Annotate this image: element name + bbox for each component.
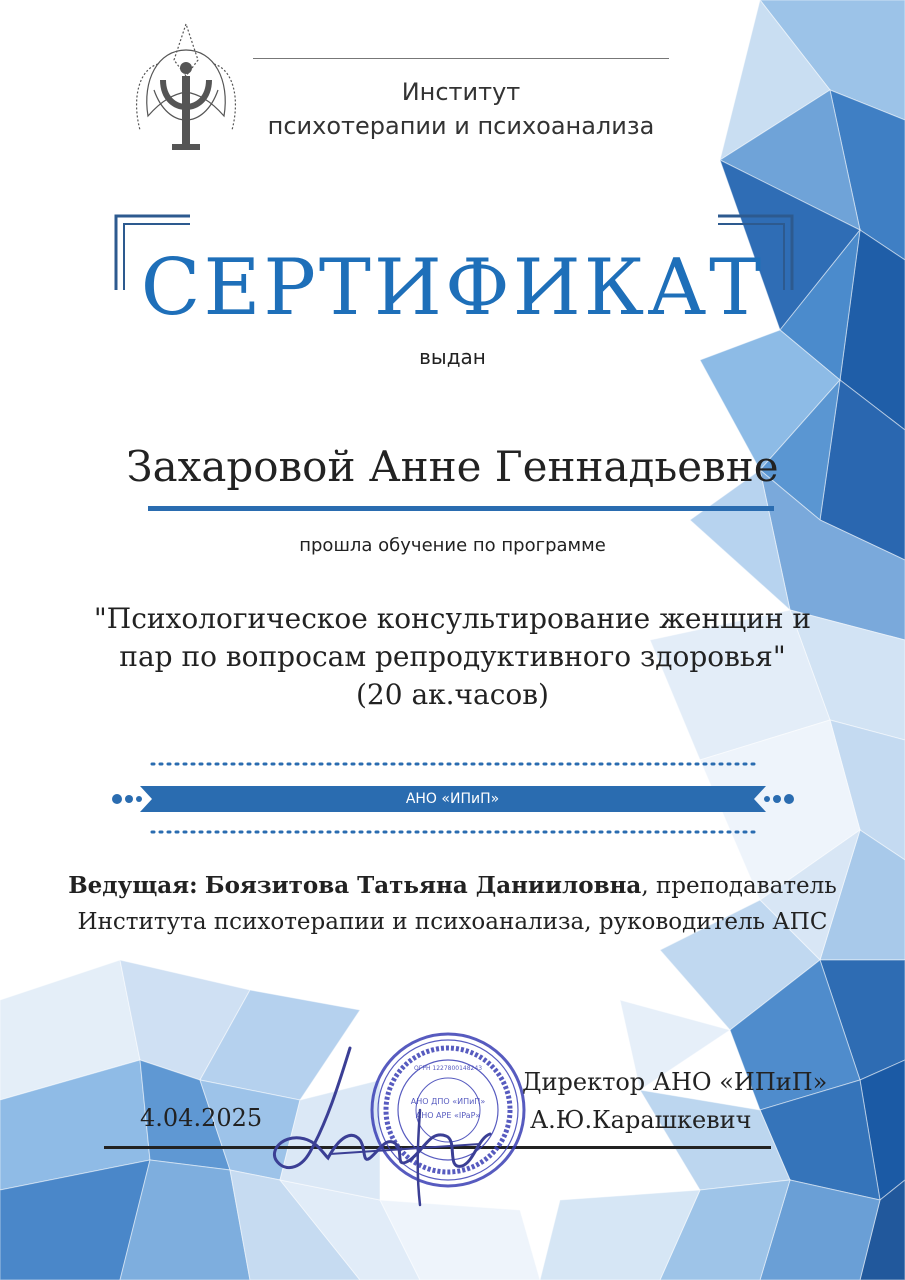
- recipient-underline: [148, 506, 774, 511]
- certificate-title: СЕРТИФИКАТ: [140, 243, 765, 333]
- handwritten-signature-icon: [270, 1040, 510, 1210]
- program-title: [40, 600, 865, 714]
- lecturer-block: [20, 868, 885, 940]
- stamp-ogrn: ОГРН 1227800148243: [413, 1065, 483, 1072]
- stamp-text: АНО APE «IPaP»: [415, 1111, 481, 1120]
- program-line: пар по вопросам репродуктивного здоровья": [119, 640, 786, 673]
- program-line: "Психологическое консультирование женщин и: [93, 602, 812, 635]
- lecturer-name: Боязитова Татьяна Данииловна: [204, 872, 642, 899]
- director-name: А.Ю.Карашкевич: [530, 1106, 752, 1134]
- director-title: Директор АНО «ИПиП»: [522, 1068, 828, 1096]
- psi-lotus-logo-icon: [128, 20, 244, 158]
- institute-name-line1: Институт: [401, 78, 521, 106]
- issue-date: 4.04.2025: [140, 1104, 263, 1132]
- header-rule: [253, 58, 669, 59]
- stamp-text: АНО ДПО «ИПиП»: [410, 1097, 486, 1106]
- lecturer-line2: Института психотерапии и психоанализа, руководитель АПС: [77, 909, 828, 935]
- recipient-name: Захаровой Анне Геннадьевне: [126, 442, 779, 491]
- lecturer-line1: [20, 868, 885, 904]
- organization-label: АНО «ИПиП»: [405, 791, 500, 807]
- issued-label: выдан: [419, 345, 486, 369]
- lecturer-label: Ведущая:: [68, 872, 198, 899]
- completed-label: прошла обучение по программе: [299, 535, 606, 556]
- program-hours: (20 ак.часов): [356, 678, 549, 711]
- institute-name-line2: психотерапии и психоанализа: [267, 112, 655, 140]
- lecturer-role: , преподаватель: [641, 873, 837, 899]
